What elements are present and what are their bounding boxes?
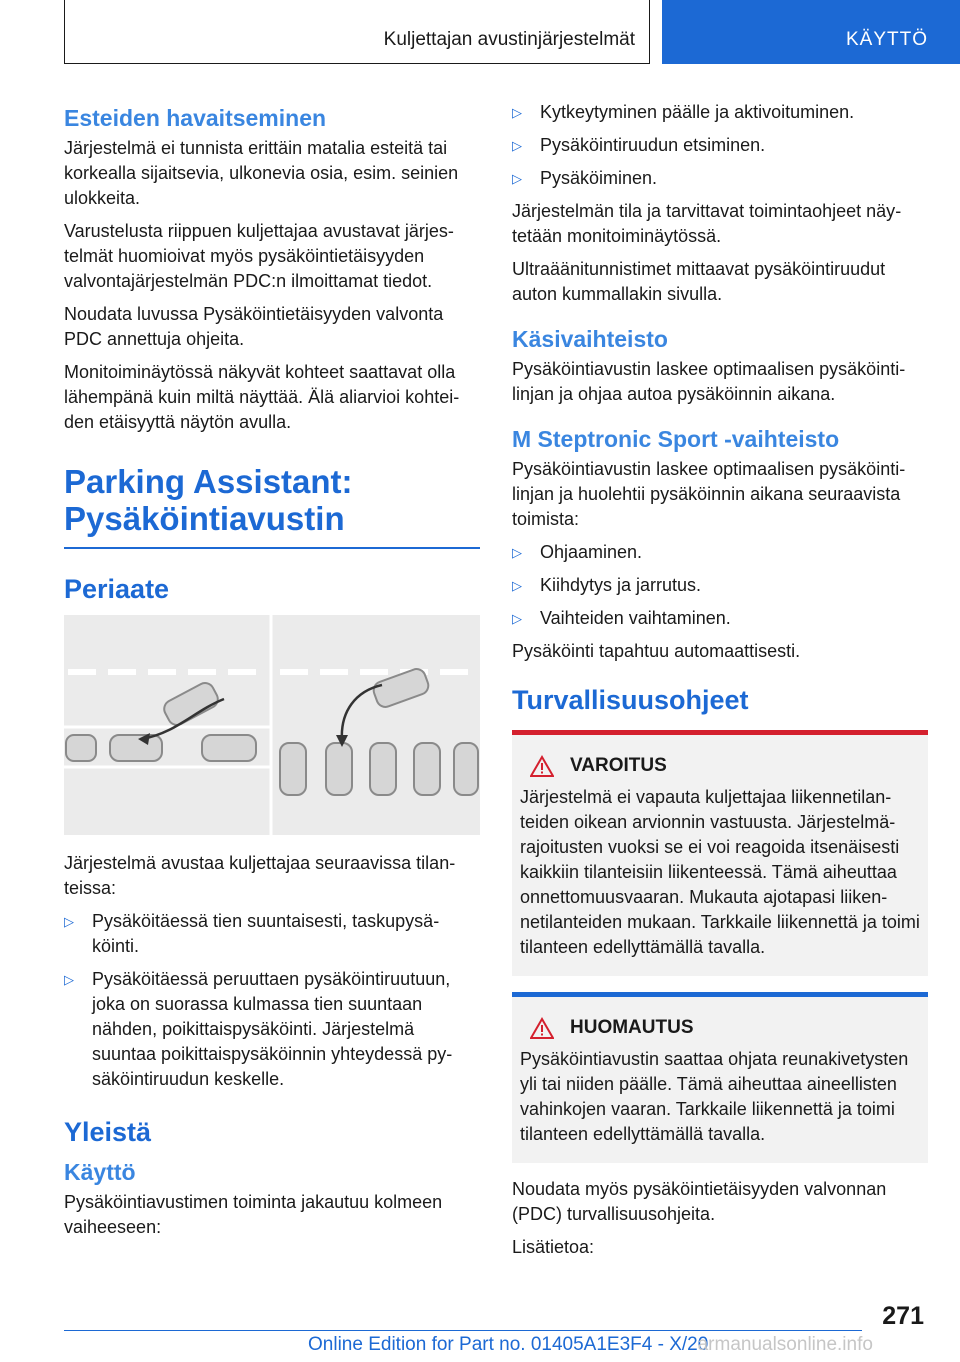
paragraph: Monitoiminäytössä näkyvät kohteet saattavat olla lähempänä kuin miltä näyttää. Älä aliarvioi kohteiden etäisyyttä näytön avulla. bbox=[64, 362, 460, 432]
warning-triangle-icon bbox=[530, 755, 554, 777]
header-section-box bbox=[64, 0, 650, 64]
heading-safety: Turvallisuusohjeet bbox=[512, 685, 749, 715]
left-column bbox=[64, 100, 480, 1248]
triangle-bullet-icon: ▷ bbox=[512, 138, 522, 153]
warning-box bbox=[512, 730, 928, 976]
triangle-bullet-icon: ▷ bbox=[64, 972, 74, 987]
triangle-bullet-icon: ▷ bbox=[512, 105, 522, 120]
title-underline bbox=[64, 547, 480, 549]
list-item: ▷ Vaihteiden vaihtaminen. bbox=[512, 606, 928, 631]
paragraph: Järjestelmä ei tunnista erittäin matalia esteitä tai korkealla sijaitsevia, ulkonevia osia, esim. seinien ulokkeita. bbox=[64, 138, 459, 208]
heading-steptronic: M Steptronic Sport -vaihteisto bbox=[512, 426, 840, 452]
notice-title: HUOMAUTUS bbox=[520, 1017, 920, 1039]
list-item: ▷ Kytkeytyminen päälle ja aktivoituminen. bbox=[512, 100, 928, 125]
paragraph: Järjestelmä avustaa kuljettajaa seuraavissa tilanteissa: bbox=[64, 853, 456, 898]
heading-manual-transmission: Käsivaihteisto bbox=[512, 326, 668, 352]
paragraph: Pysäköinti tapahtuu automaattisesti. bbox=[512, 641, 801, 661]
header-section-title: Kuljettajan avustinjärjestelmät bbox=[383, 29, 635, 50]
chapter-title-line-2: Pysäköintiavustin bbox=[64, 500, 345, 537]
notice-triangle-icon bbox=[530, 1017, 554, 1039]
list-item: ▷ Pysäköintiruudun etsiminen. bbox=[512, 133, 928, 158]
right-column bbox=[512, 100, 928, 1268]
header-chapter-label: KÄYTTÖ bbox=[845, 29, 928, 50]
paragraph: Noudata myös pysäköintietäisyyden valvonnan (PDC) turvallisuusohjeita. bbox=[512, 1179, 887, 1224]
paragraph: Järjestelmän tila ja tarvittavat toimintaohjeet näytetään monitoiminäytössä. bbox=[512, 201, 902, 246]
heading-general: Yleistä bbox=[64, 1117, 152, 1147]
heading-obstacle-detection: Esteiden havaitseminen bbox=[64, 105, 327, 131]
footer-rule bbox=[64, 1330, 862, 1331]
triangle-bullet-icon: ▷ bbox=[64, 914, 74, 929]
list-item: ▷ Pysäköitäessä peruuttaen pysäköintiruutuun, joka on suorassa kulmassa tien suuntaan nähden, poikittaispysäköinti. Järjestelmä suuntaa poikittaispysäköinnin yhteydessä pysäköintiruudun keskelle. bbox=[64, 969, 453, 1089]
page-number: 271 bbox=[882, 1302, 924, 1330]
chapter-title bbox=[64, 463, 480, 537]
triangle-bullet-icon: ▷ bbox=[512, 545, 522, 560]
list-item: ▷ Kiihdytys ja jarrutus. bbox=[512, 573, 928, 598]
chapter-title-line-1: Parking Assistant: bbox=[64, 463, 353, 500]
paragraph: Lisätietoa: bbox=[512, 1237, 595, 1257]
list-item: ▷ Ohjaaminen. bbox=[512, 540, 928, 565]
heading-principle: Periaate bbox=[64, 574, 170, 604]
header-chapter-tab bbox=[662, 0, 960, 64]
heading-usage: Käyttö bbox=[64, 1159, 136, 1185]
warning-title: VAROITUS bbox=[520, 755, 920, 777]
paragraph: Ultraäänitunnistimet mittaavat pysäköintiruudut auton kummallakin sivulla. bbox=[512, 259, 886, 304]
paragraph: Pysäköintiavustimen toiminta jakautuu kolmeen vaiheeseen: bbox=[64, 1192, 443, 1237]
paragraph: Pysäköintiavustin laskee optimaalisen pysäköintilinjan ja ohjaa autoa pysäköinnin aikana. bbox=[512, 359, 906, 404]
paragraph: Noudata luvussa Pysäköintietäisyyden valvonta PDC annettuja ohjeita. bbox=[64, 304, 444, 349]
triangle-bullet-icon: ▷ bbox=[512, 171, 522, 186]
list-item: ▷ Pysäköitäessä tien suuntaisesti, taskupysäköinti. bbox=[64, 911, 440, 956]
triangle-bullet-icon: ▷ bbox=[512, 611, 522, 626]
footer-watermark: armanualsonline.info bbox=[697, 1334, 873, 1355]
footer-edition: Online Edition for Part no. 01405A1E3F4 - X/20 armanualsonline.info bbox=[308, 1334, 873, 1355]
notice-box bbox=[512, 992, 928, 1163]
warning-text: Järjestelmä ei vapauta kuljettajaa liikennetilanteiden oikean arvionnin vastuusta. Järjestelmärajoitusten vuoksi se ei voi reagoida itsenäisesti kaikkiin tilanteisiin liikenteessä. Tämä aiheuttaa onnettomuusvaaran. Mukauta ajotapasi liikennetilanteiden mukaan. Tarkkaile liikennettä ja toimi tilanteen edellyttämällä tavalla. bbox=[520, 787, 920, 957]
paragraph: Pysäköintiavustin laskee optimaalisen pysäköintilinjan ja huolehtii pysäköinnin aikana seuraavista toimista: bbox=[512, 459, 906, 529]
notice-text: Pysäköintiavustin saattaa ohjata reunakivetysten yli tai niiden päälle. Tämä aiheuttaa aineellisten vahinkojen vaaran. Tarkkaile liikennettä ja toimi tilanteen edellyttämällä tavalla. bbox=[520, 1049, 909, 1144]
triangle-bullet-icon: ▷ bbox=[512, 578, 522, 593]
parking-illustration bbox=[64, 615, 480, 835]
list-item: ▷ Pysäköiminen. bbox=[512, 166, 928, 191]
paragraph: Varustelusta riippuen kuljettajaa avustavat järjestelmät huomioivat myös pysäköintietäisyyden valvontajärjestelmän PDC:n ilmoittamat tiedot. bbox=[64, 221, 454, 291]
parking-illustration-graphic bbox=[64, 615, 480, 835]
